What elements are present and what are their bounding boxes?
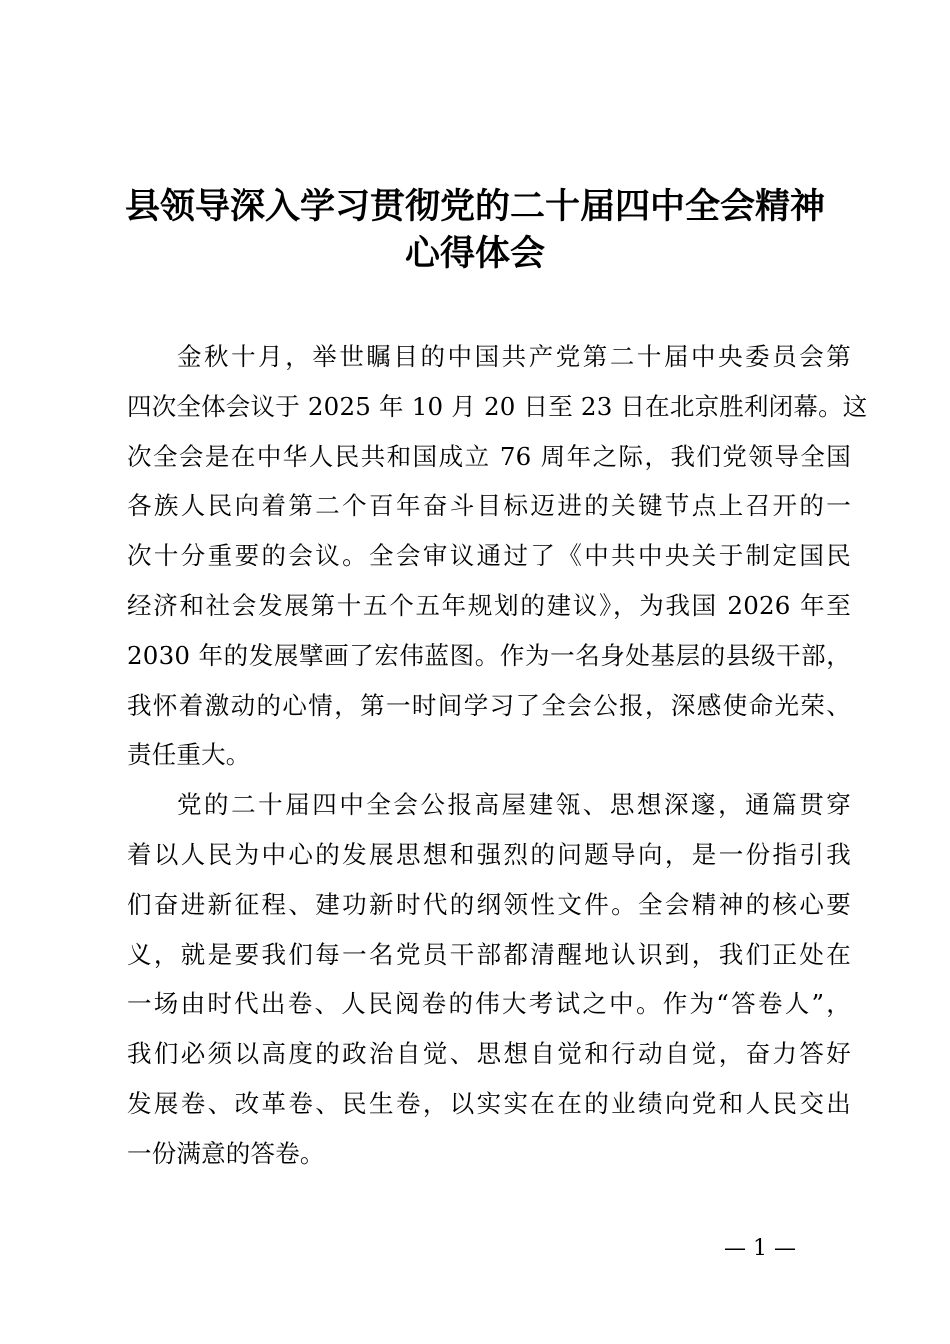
document-body [127, 332, 868, 1179]
paragraph-line: 各族人民向着第二个百年奋斗目标迈进的关键节点上召开的一 [127, 491, 851, 521]
paragraph-2 [127, 780, 851, 1178]
paragraph-line: 四次全体会议于 2025 年 10 月 20 日至 23 日在北京胜利闭幕。这 [127, 391, 868, 421]
paragraph-line: 一份满意的答卷。 [127, 1138, 325, 1168]
paragraph-line: 们奋进新征程、建功新时代的纲领性文件。全会精神的核心要 [127, 889, 851, 919]
page-number: — 1 — [724, 1236, 796, 1261]
paragraph-1 [127, 332, 868, 780]
paragraph-line: 我怀着激动的心情，第一时间学习了全会公报，深感使命光荣、 [127, 690, 851, 720]
paragraph-line: 2030 年的发展擘画了宏伟蓝图。作为一名身处基层的县级干部， [127, 640, 851, 670]
paragraph-line: 着以人民为中心的发展思想和强烈的问题导向，是一份指引我 [127, 839, 851, 869]
paragraph-line: 次十分重要的会议。全会审议通过了《中共中央关于制定国民 [127, 541, 851, 571]
paragraph-line: 金秋十月，举世瞩目的中国共产党第二十届中央委员会第 [177, 342, 851, 371]
title-line-2: 心得体会 [404, 234, 545, 274]
paragraph-line: 义，就是要我们每一名党员干部都清醒地认识到，我们正处在 [127, 939, 851, 969]
paragraph-line: 责任重大。 [127, 740, 251, 770]
paragraph-line: 党的二十届四中全会公报高屋建瓴、思想深邃，通篇贯穿 [177, 790, 851, 820]
paragraph-line: 次全会是在中华人民共和国成立 76 周年之际，我们党领导全国 [127, 441, 851, 471]
paragraph-line: 发展卷、改革卷、民生卷，以实实在在的业绩向党和人民交出 [127, 1088, 851, 1118]
title-line-1: 县领导深入学习贯彻党的二十届四中全会精神 [124, 187, 825, 227]
paragraph-line: 经济和社会发展第十五个五年规划的建议》，为我国 2026 年至 [127, 590, 851, 620]
document-title [110, 184, 840, 278]
paragraph-line: 我们必须以高度的政治自觉、思想自觉和行动自觉，奋力答好 [127, 1039, 851, 1069]
paragraph-line: 一场由时代出卷、人民阅卷的伟大考试之中。作为“答卷人”， [127, 989, 851, 1019]
